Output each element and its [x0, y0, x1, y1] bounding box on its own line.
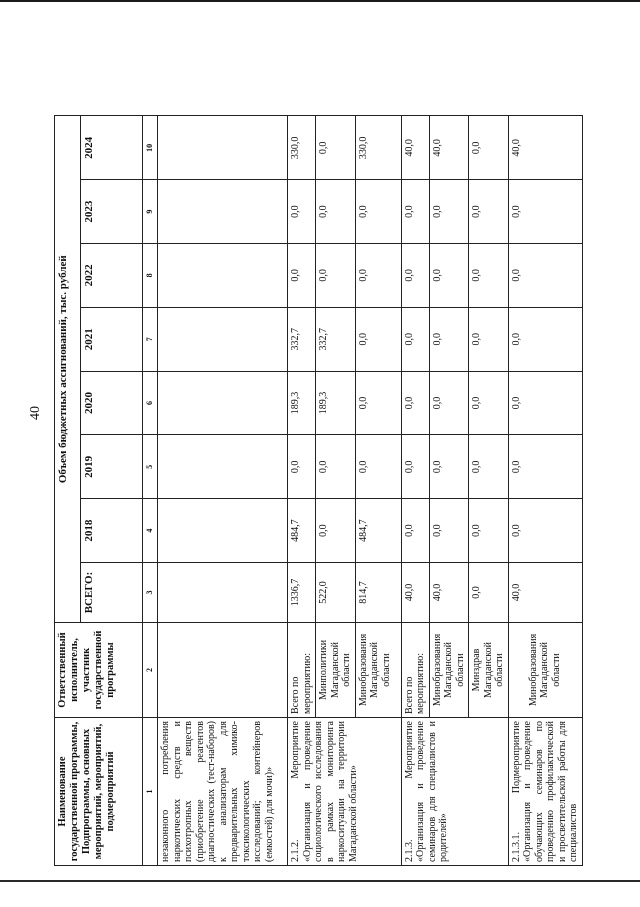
column-number: 10 — [143, 116, 158, 180]
value-cell: 0,0 — [508, 307, 582, 371]
value-cell: 0,0 — [355, 180, 401, 244]
value-cell: 40,0 — [401, 563, 429, 623]
value-cell: 0,0 — [469, 435, 509, 499]
value-cell: 0,0 — [355, 244, 401, 308]
value-cell: 0,0 — [508, 180, 582, 244]
value-cell: 0,0 — [401, 307, 429, 371]
measure-name: 2.1.2. Мероприятие «Организация и проведение социологического исследования в рамках мониторинга наркоситуации на территории Магаданской области» — [288, 718, 402, 866]
value-cell: 0,0 — [355, 307, 401, 371]
empty-cell — [158, 307, 288, 371]
empty-cell — [158, 371, 288, 435]
responsible-cell: Минобразования Магаданской области — [429, 623, 469, 718]
value-cell: 484,7 — [355, 499, 401, 563]
empty-cell — [158, 623, 288, 718]
value-cell: 0,0 — [429, 371, 469, 435]
column-number-row — [143, 116, 158, 866]
column-number: 2 — [143, 623, 158, 718]
column-number: 5 — [143, 435, 158, 499]
value-cell: 484,7 — [288, 499, 316, 563]
value-cell: 0,0 — [469, 180, 509, 244]
value-cell: 0,0 — [429, 244, 469, 308]
table-row — [288, 116, 316, 866]
table-row — [158, 116, 288, 866]
continuation-name: незаконного потребления наркотических средств и психотропных веществ (приобретение реагентов диагностических (тест-наборов) к анализаторам для предварительных химико-токсикологических исследований; контейнеров (емкостей) для мочи)» — [158, 718, 288, 866]
responsible-cell: Минобразования Магаданской области — [355, 623, 401, 718]
value-cell: 189,3 — [288, 371, 316, 435]
value-cell: 0,0 — [469, 307, 509, 371]
rotated-table-wrapper — [54, 116, 579, 866]
responsible-cell: Всего по мероприятию: — [288, 623, 316, 718]
sub-measure-name: 2.1.3.1. Подмероприятие «Организация и проведение обучающих семинаров по проведению профилактической и просветительской работы для специалистов — [508, 718, 582, 866]
value-cell: 332,7 — [316, 307, 356, 371]
column-number: 9 — [143, 180, 158, 244]
value-cell: 0,0 — [401, 371, 429, 435]
value-cell: 0,0 — [401, 180, 429, 244]
header-name: Наименование государственной программы, Подпрограммы, основных мероприятий, мероприятий, подмероприятий — [55, 718, 143, 866]
responsible-cell: Минобразования Магаданской области — [508, 623, 582, 718]
header-year: 2021 — [81, 307, 143, 371]
header-year: 2020 — [81, 371, 143, 435]
column-number: 1 — [143, 718, 158, 866]
value-cell: 0,0 — [316, 499, 356, 563]
page-number: 40 — [28, 406, 43, 420]
empty-cell — [158, 563, 288, 623]
value-cell: 40,0 — [508, 563, 582, 623]
header-total: ВСЕГО: — [81, 563, 143, 623]
empty-cell — [158, 116, 288, 180]
value-cell: 522,0 — [316, 563, 356, 623]
header-year: 2023 — [81, 180, 143, 244]
value-cell: 0,0 — [429, 435, 469, 499]
value-cell: 0,0 — [508, 435, 582, 499]
column-number: 8 — [143, 244, 158, 308]
scan-edge-bottom — [0, 880, 640, 907]
empty-cell — [158, 435, 288, 499]
column-number: 3 — [143, 563, 158, 623]
value-cell: 40,0 — [401, 116, 429, 180]
value-cell: 0,0 — [355, 371, 401, 435]
value-cell: 332,7 — [288, 307, 316, 371]
value-cell: 0,0 — [316, 116, 356, 180]
empty-cell — [158, 180, 288, 244]
value-cell: 40,0 — [508, 116, 582, 180]
value-cell: 0,0 — [401, 435, 429, 499]
value-cell: 0,0 — [401, 244, 429, 308]
empty-cell — [158, 244, 288, 308]
table-row — [401, 116, 429, 866]
value-cell: 0,0 — [469, 563, 509, 623]
value-cell: 40,0 — [429, 563, 469, 623]
value-cell: 814,7 — [355, 563, 401, 623]
responsible-cell: Минздрав Магаданской области — [469, 623, 509, 718]
header-year: 2019 — [81, 435, 143, 499]
value-cell: 40,0 — [429, 116, 469, 180]
header-year: 2024 — [81, 116, 143, 180]
value-cell: 0,0 — [469, 499, 509, 563]
value-cell: 0,0 — [429, 180, 469, 244]
value-cell: 0,0 — [429, 307, 469, 371]
value-cell: 0,0 — [288, 244, 316, 308]
column-number: 7 — [143, 307, 158, 371]
header-responsible: Ответственный исполнитель, участник государственной программы — [55, 623, 143, 718]
header-year: 2018 — [81, 499, 143, 563]
value-cell: 0,0 — [429, 499, 469, 563]
header-year: 2022 — [81, 244, 143, 308]
value-cell: 0,0 — [469, 244, 509, 308]
value-cell: 330,0 — [288, 116, 316, 180]
responsible-cell: Минполитики Магаданской области — [316, 623, 356, 718]
value-cell: 0,0 — [508, 371, 582, 435]
value-cell: 0,0 — [316, 244, 356, 308]
budget-table — [54, 115, 583, 866]
value-cell: 0,0 — [469, 116, 509, 180]
value-cell: 330,0 — [355, 116, 401, 180]
value-cell: 0,0 — [401, 499, 429, 563]
header-row-1 — [55, 116, 81, 866]
table-row — [508, 116, 582, 866]
value-cell: 0,0 — [355, 435, 401, 499]
value-cell: 0,0 — [508, 244, 582, 308]
value-cell: 0,0 — [288, 435, 316, 499]
value-cell: 0,0 — [316, 435, 356, 499]
scan-edge-top — [0, 0, 640, 2]
value-cell: 1336,7 — [288, 563, 316, 623]
value-cell: 0,0 — [469, 371, 509, 435]
value-cell: 0,0 — [316, 180, 356, 244]
value-cell: 189,3 — [316, 371, 356, 435]
empty-cell — [158, 499, 288, 563]
value-cell: 0,0 — [508, 499, 582, 563]
responsible-cell: Всего по мероприятию: — [401, 623, 429, 718]
column-number: 6 — [143, 371, 158, 435]
measure-name: 2.1.3. Мероприятие «Организация и проведение семинаров для специалистов и родителей» — [401, 718, 508, 866]
column-number: 4 — [143, 499, 158, 563]
header-budget-group: Объем бюджетных ассигнований, тыс. рублей — [55, 116, 81, 623]
value-cell: 0,0 — [288, 180, 316, 244]
